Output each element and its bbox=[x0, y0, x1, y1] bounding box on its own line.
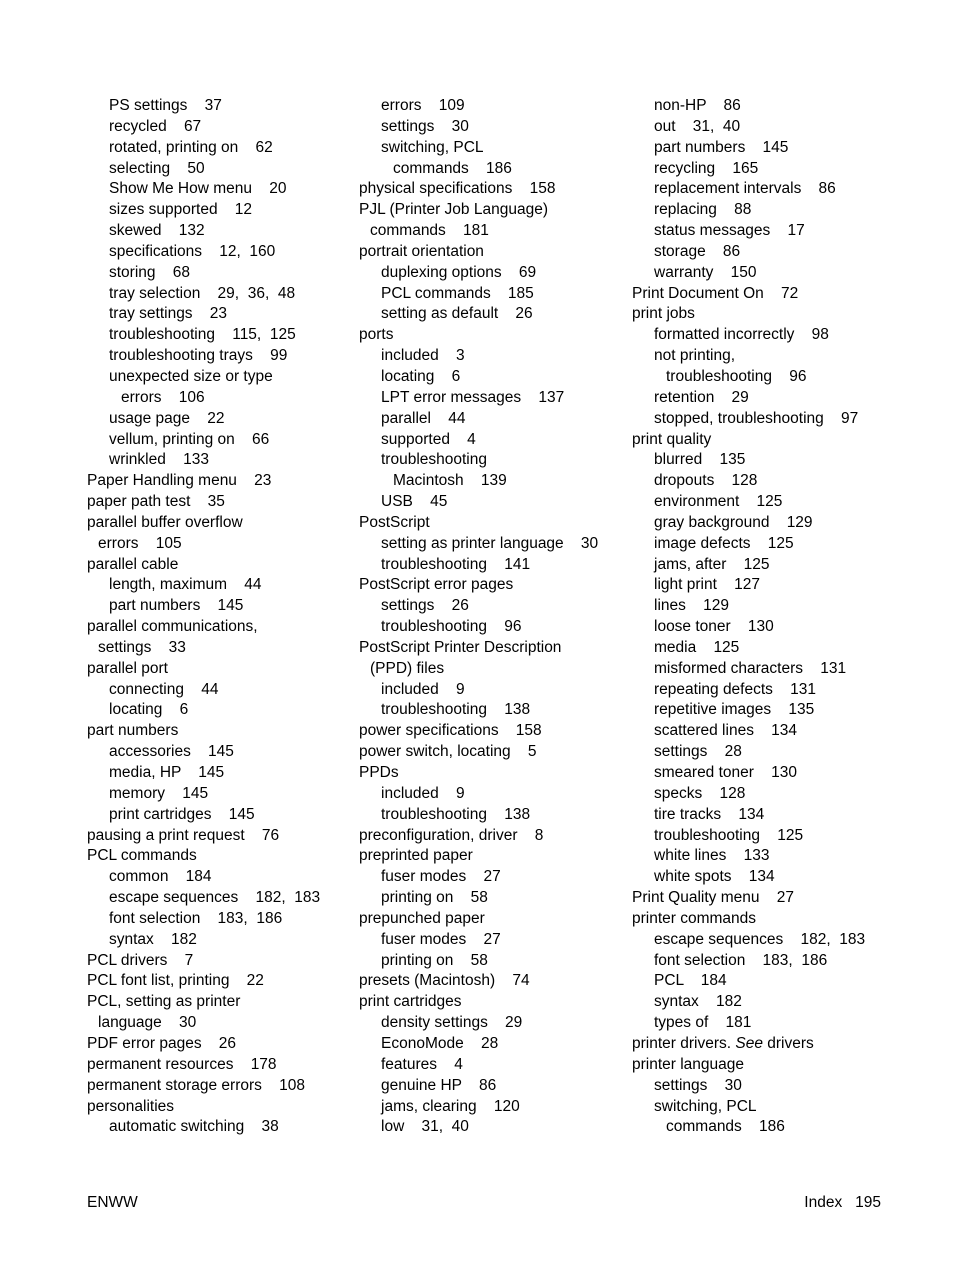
index-entry: Print Document On 72 bbox=[632, 284, 799, 302]
index-entry: fuser modes 27 bbox=[381, 868, 501, 886]
index-entry: troubleshooting 96 bbox=[381, 618, 522, 636]
index-entry: PCL, setting as printer bbox=[87, 993, 241, 1011]
index-entry: retention 29 bbox=[654, 388, 749, 406]
index-entry: included 9 bbox=[381, 784, 465, 802]
index-entry: settings 26 bbox=[381, 597, 469, 615]
index-entry: media, HP 145 bbox=[109, 764, 225, 781]
index-entry: PCL drivers 7 bbox=[87, 951, 194, 969]
index-entry: syntax 182 bbox=[109, 930, 197, 948]
index-entry: skewed 132 bbox=[109, 222, 205, 240]
index-entry: power switch, locating 5 bbox=[359, 743, 537, 761]
index-entry: commands 181 bbox=[370, 222, 489, 240]
index-entry: errors 109 bbox=[381, 97, 465, 114]
index-entry: formatted incorrectly 98 bbox=[654, 326, 829, 344]
index-entry: parallel cable bbox=[87, 555, 179, 573]
index-entry: errors 105 bbox=[98, 534, 182, 552]
index-entry: rotated, printing on 62 bbox=[109, 138, 273, 156]
index-entry: vellum, printing on 66 bbox=[109, 430, 270, 448]
index-entry: usage page 22 bbox=[109, 409, 225, 427]
index-column-2 bbox=[359, 96, 624, 1138]
index-entry: printer language bbox=[632, 1055, 745, 1073]
index-entry: out 31, 40 bbox=[654, 117, 741, 135]
index-entry: preprinted paper bbox=[359, 847, 473, 865]
index-entry: settings 30 bbox=[654, 1076, 742, 1094]
index-entry: PJL (Printer Job Language) bbox=[359, 201, 548, 219]
index-entry: stopped, troubleshooting 97 bbox=[654, 409, 859, 427]
index-entry: (PPD) files bbox=[370, 659, 445, 677]
index-entry: settings 28 bbox=[654, 743, 742, 761]
index-entry: jams, after 125 bbox=[654, 555, 770, 573]
index-entry: memory 145 bbox=[109, 784, 209, 802]
index-entry: PPDs bbox=[359, 764, 399, 781]
index-entry: troubleshooting 125 bbox=[654, 826, 804, 844]
index-entry: Show Me How menu 20 bbox=[109, 180, 287, 198]
index-entry: specifications 12, 160 bbox=[109, 242, 276, 260]
index-entry: automatic switching 38 bbox=[109, 1118, 279, 1136]
index-entry: repeating defects 131 bbox=[654, 680, 817, 698]
index-entry: non-HP 86 bbox=[654, 97, 741, 114]
index-entry: printer drivers. See drivers bbox=[632, 1034, 814, 1052]
index-entry: troubleshooting 115, 125 bbox=[109, 326, 296, 344]
index-entry: EconoMode 28 bbox=[381, 1034, 499, 1052]
index-entry: environment 125 bbox=[654, 493, 783, 511]
index-entry: not printing, bbox=[654, 347, 735, 365]
index-entry: permanent resources 178 bbox=[87, 1055, 277, 1073]
index-entry: commands 186 bbox=[393, 159, 512, 177]
footer-left: ENWW bbox=[87, 1194, 138, 1211]
index-entry: misformed characters 131 bbox=[654, 659, 847, 677]
index-entry: specks 128 bbox=[654, 784, 746, 802]
index-entry: PDF error pages 26 bbox=[87, 1034, 237, 1052]
index-entry: power specifications 158 bbox=[359, 722, 542, 740]
index-entry: print quality bbox=[632, 430, 712, 448]
index-entry: PCL font list, printing 22 bbox=[87, 972, 264, 990]
index-entry: dropouts 128 bbox=[654, 472, 758, 490]
index-entry: language 30 bbox=[98, 1014, 197, 1032]
index-entry: scattered lines 134 bbox=[654, 722, 798, 740]
index-entry: supported 4 bbox=[381, 430, 476, 448]
index-entry: print cartridges 145 bbox=[109, 805, 255, 823]
index-entry: included 9 bbox=[381, 680, 465, 698]
index-entry: locating 6 bbox=[109, 701, 189, 719]
index-entry: parallel 44 bbox=[381, 409, 466, 427]
index-entry: settings 30 bbox=[381, 117, 469, 135]
index-entry: duplexing options 69 bbox=[381, 263, 537, 281]
index-entry: length, maximum 44 bbox=[109, 576, 262, 594]
index-entry: replacement intervals 86 bbox=[654, 180, 836, 198]
index-entry: locating 6 bbox=[381, 367, 461, 385]
index-entry: blurred 135 bbox=[654, 451, 746, 469]
index-entry: recycling 165 bbox=[654, 159, 759, 177]
index-entry: switching, PCL bbox=[654, 1097, 757, 1115]
index-entry: USB 45 bbox=[381, 493, 448, 511]
index-entry: tray selection 29, 36, 48 bbox=[109, 284, 296, 302]
index-entry: genuine HP 86 bbox=[381, 1076, 497, 1094]
index-entry: font selection 183, 186 bbox=[109, 909, 283, 927]
index-entry: media 125 bbox=[654, 638, 740, 656]
index-entry: personalities bbox=[87, 1097, 175, 1115]
index-entry: font selection 183, 186 bbox=[654, 951, 828, 969]
index-entry: fuser modes 27 bbox=[381, 930, 501, 948]
index-entry: print cartridges bbox=[359, 993, 462, 1011]
index-entry: Macintosh 139 bbox=[393, 472, 507, 490]
index-column-3 bbox=[632, 96, 907, 1138]
index-entry: image defects 125 bbox=[654, 534, 794, 552]
index-entry: parallel buffer overflow bbox=[87, 513, 243, 531]
index-entry: PS settings 37 bbox=[109, 97, 222, 114]
index-entry: parallel port bbox=[87, 659, 168, 677]
index-entry: repetitive images 135 bbox=[654, 701, 815, 719]
index-entry: syntax 182 bbox=[654, 993, 742, 1011]
index-entry: replacing 88 bbox=[654, 201, 752, 219]
index-entry: troubleshooting bbox=[381, 451, 487, 469]
index-entry: recycled 67 bbox=[109, 117, 202, 135]
index-entry: part numbers bbox=[87, 722, 179, 740]
index-entry: PCL 184 bbox=[654, 972, 727, 990]
index-entry: tire tracks 134 bbox=[654, 805, 765, 823]
index-entry: presets (Macintosh) 74 bbox=[359, 972, 530, 990]
index-entry: light print 127 bbox=[654, 576, 760, 594]
index-entry: warranty 150 bbox=[654, 263, 757, 281]
index-entry: paper path test 35 bbox=[87, 493, 225, 511]
index-entry: density settings 29 bbox=[381, 1014, 523, 1032]
index-entry: tray settings 23 bbox=[109, 305, 228, 323]
index-entry: sizes supported 12 bbox=[109, 201, 253, 219]
index-entry: troubleshooting 96 bbox=[666, 367, 807, 385]
footer-page-number: Index 195 bbox=[804, 1194, 881, 1211]
index-entry: troubleshooting 138 bbox=[381, 701, 531, 719]
index-entry: smeared toner 130 bbox=[654, 764, 798, 781]
index-entry: printing on 58 bbox=[381, 951, 488, 969]
index-entry: pausing a print request 76 bbox=[87, 826, 280, 844]
index-entry: PostScript Printer Description bbox=[359, 638, 562, 656]
index-entry: troubleshooting 141 bbox=[381, 555, 531, 573]
index-entry: switching, PCL bbox=[381, 138, 484, 156]
index-entry: PCL commands 185 bbox=[381, 284, 534, 302]
index-entry: physical specifications 158 bbox=[359, 180, 556, 198]
index-entry: connecting 44 bbox=[109, 680, 219, 698]
index-entry: PCL commands bbox=[87, 847, 197, 865]
index-entry: storage 86 bbox=[654, 242, 741, 260]
index-entry: loose toner 130 bbox=[654, 618, 774, 636]
index-entry: ports bbox=[359, 326, 394, 344]
index-entry: setting as default 26 bbox=[381, 305, 533, 323]
index-entry: PostScript error pages bbox=[359, 576, 514, 594]
index-entry: printing on 58 bbox=[381, 889, 488, 907]
index-entry: gray background 129 bbox=[654, 513, 813, 531]
index-entry: Paper Handling menu 23 bbox=[87, 472, 272, 490]
index-entry: setting as printer language 30 bbox=[381, 534, 599, 552]
index-entry: part numbers 145 bbox=[109, 597, 244, 615]
index-entry: low 31, 40 bbox=[381, 1118, 469, 1136]
index-entry: features 4 bbox=[381, 1055, 463, 1073]
index-entry: errors 106 bbox=[121, 388, 205, 406]
index-entry: status messages 17 bbox=[654, 222, 805, 240]
index-entry: parallel communications, bbox=[87, 618, 258, 636]
index-entry: Print Quality menu 27 bbox=[632, 889, 794, 907]
index-entry: portrait orientation bbox=[359, 242, 484, 260]
index-entry: unexpected size or type bbox=[109, 367, 273, 385]
index-entry: settings 33 bbox=[98, 638, 186, 656]
index-entry: wrinkled 133 bbox=[109, 451, 209, 469]
index-entry: lines 129 bbox=[654, 597, 729, 615]
index-entry: storing 68 bbox=[109, 263, 190, 281]
index-entry: print jobs bbox=[632, 305, 695, 323]
index-entry: commands 186 bbox=[666, 1118, 785, 1136]
index-entry: preconfiguration, driver 8 bbox=[359, 826, 544, 844]
index-entry: prepunched paper bbox=[359, 909, 485, 927]
index-entry: permanent storage errors 108 bbox=[87, 1076, 305, 1094]
index-entry: troubleshooting trays 99 bbox=[109, 347, 288, 365]
index-entry: accessories 145 bbox=[109, 743, 234, 761]
index-entry: PostScript bbox=[359, 513, 430, 531]
index-entry: LPT error messages 137 bbox=[381, 388, 565, 406]
index-entry: troubleshooting 138 bbox=[381, 805, 531, 823]
index-entry: escape sequences 182, 183 bbox=[654, 930, 866, 948]
index-entry: printer commands bbox=[632, 909, 757, 927]
index-entry: jams, clearing 120 bbox=[381, 1097, 520, 1115]
index-entry: part numbers 145 bbox=[654, 138, 789, 156]
index-entry: white lines 133 bbox=[654, 847, 770, 865]
index-column-1 bbox=[87, 96, 352, 1138]
index-entry: types of 181 bbox=[654, 1014, 752, 1032]
index-entry: selecting 50 bbox=[109, 159, 205, 177]
index-entry: included 3 bbox=[381, 347, 465, 365]
index-entry: escape sequences 182, 183 bbox=[109, 889, 321, 907]
index-entry: white spots 134 bbox=[654, 868, 775, 886]
index-entry: common 184 bbox=[109, 868, 212, 886]
